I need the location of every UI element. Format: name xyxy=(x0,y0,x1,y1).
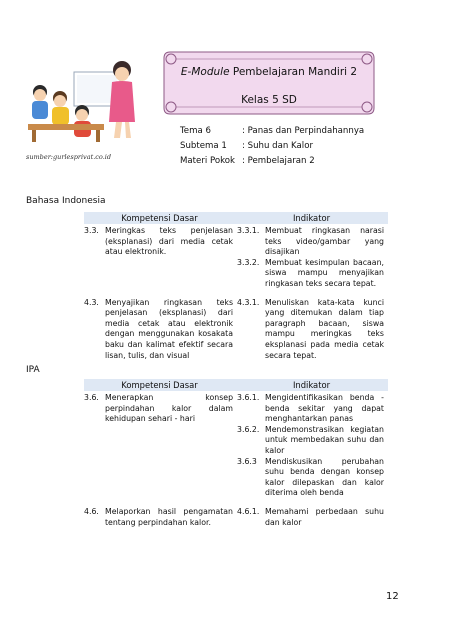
indicator-number: 3.3.1. xyxy=(237,226,260,235)
meta-row-tema xyxy=(180,124,364,139)
kd-number: 4.3. xyxy=(84,297,99,307)
kd-number: 4.6. xyxy=(84,506,99,516)
section-label-ipa: IPA xyxy=(26,365,40,375)
section-label-bahasa: Bahasa Indonesia xyxy=(26,196,106,206)
teacher-children-illustration xyxy=(22,52,142,147)
indicator-item xyxy=(237,507,388,528)
kd-text: Meringkas teks penjelasan (eksplanasi) dari media cetak atau elektronik. xyxy=(105,226,234,257)
kd-text: Melaporkan hasil pengamatan tentang perpindahan kalor. xyxy=(105,506,234,527)
column-header-kd: Kompetensi Dasar xyxy=(121,380,198,390)
kd-text: Menyajikan ringkasan teks penjelasan (eksplanasi) dari media cetak atau elektronik dengan menggunakan kosakata baku dan kalimat efektif secara lisan, tulis, dan visual xyxy=(105,297,234,360)
table-row xyxy=(84,224,388,290)
indicator-text: Mengidentifikasikan benda - benda sekitar yang dapat menghantarkan panas xyxy=(265,393,384,424)
scroll-banner-shape xyxy=(162,50,376,116)
indicator-text: Memahami perbedaan suhu dan kalor xyxy=(265,506,384,527)
kd-item xyxy=(84,393,237,499)
kd-number: 3.3. xyxy=(84,226,99,235)
indicator-number: 4.6.1. xyxy=(237,506,260,516)
meta-row-subtema xyxy=(180,139,364,154)
indicator-item xyxy=(237,258,388,290)
image-credit: sumber:gurlesprivat.co.id xyxy=(26,153,112,161)
bahasa-table xyxy=(84,212,388,361)
module-title-italic: E-Module xyxy=(180,66,230,78)
meta-key: Tema 6 xyxy=(180,126,211,136)
indicator-text: Membuat ringkasan narasi teks video/gambar yang disajikan xyxy=(265,226,384,257)
indicator-number: 3.6.1. xyxy=(237,393,260,402)
indicator-number: 3.6.3 xyxy=(237,456,257,466)
table-row xyxy=(84,391,388,499)
indicator-cell xyxy=(237,507,388,528)
indicator-item xyxy=(237,298,388,362)
table-header xyxy=(84,379,388,391)
kd-text: Menerapkan konsep perpindahan kalor dalam kehidupan sehari - hari xyxy=(105,393,234,424)
indicator-cell xyxy=(237,298,388,362)
indicator-number: 4.3.1. xyxy=(237,297,260,307)
lesson-meta xyxy=(180,124,364,169)
indicator-item xyxy=(237,393,388,425)
table-row xyxy=(84,296,388,362)
meta-value: : Panas dan Perpindahannya xyxy=(242,126,365,136)
indicator-text: Mendemonstrasikan kegiatan untuk membedakan suhu dan kalor xyxy=(265,424,384,455)
kd-number: 3.6. xyxy=(84,393,99,402)
column-header-kd: Kompetensi Dasar xyxy=(121,213,198,223)
kd-item xyxy=(84,298,237,362)
kd-item xyxy=(84,226,237,290)
indicator-number: 3.6.2. xyxy=(237,424,260,434)
class-label: Kelas 5 SD xyxy=(241,94,297,106)
indicator-item xyxy=(237,226,388,258)
table-row xyxy=(84,505,388,528)
meta-value: : Suhu dan Kalor xyxy=(242,141,313,151)
module-title-rest: Pembelajaran Mandiri 2 xyxy=(229,66,358,78)
column-header-indikator: Indikator xyxy=(292,213,331,223)
module-title xyxy=(162,66,376,78)
module-title-banner xyxy=(162,50,376,116)
indicator-cell xyxy=(237,393,388,499)
indicator-item xyxy=(237,425,388,457)
table-header xyxy=(84,212,388,224)
indicator-text: Mendiskusikan perubahan suhu benda dengan konsep kalor dilepaskan dan kalor diterima oleh benda xyxy=(265,456,384,498)
meta-row-materi xyxy=(180,154,364,169)
indicator-item xyxy=(237,457,388,499)
page-number: 12 xyxy=(386,591,399,602)
meta-key: Subtema 1 xyxy=(180,141,227,151)
kd-item xyxy=(84,507,237,528)
column-header-indikator: Indikator xyxy=(292,380,331,390)
meta-key: Materi Pokok xyxy=(180,156,236,166)
indicator-cell xyxy=(237,226,388,290)
indicator-text: Menuliskan kata-kata kunci yang ditemukan dalam tiap paragraph bacaan, siswa mampu meringkas teks eksplanasi pada media cetak secara tepat. xyxy=(265,297,384,360)
indicator-number: 3.3.2. xyxy=(237,257,260,267)
indicator-text: Membuat kesimpulan bacaan, siswa mampu menyajikan ringkasan teks secara tepat. xyxy=(265,257,384,288)
ipa-table xyxy=(84,379,388,528)
meta-value: : Pembelajaran 2 xyxy=(242,156,315,166)
